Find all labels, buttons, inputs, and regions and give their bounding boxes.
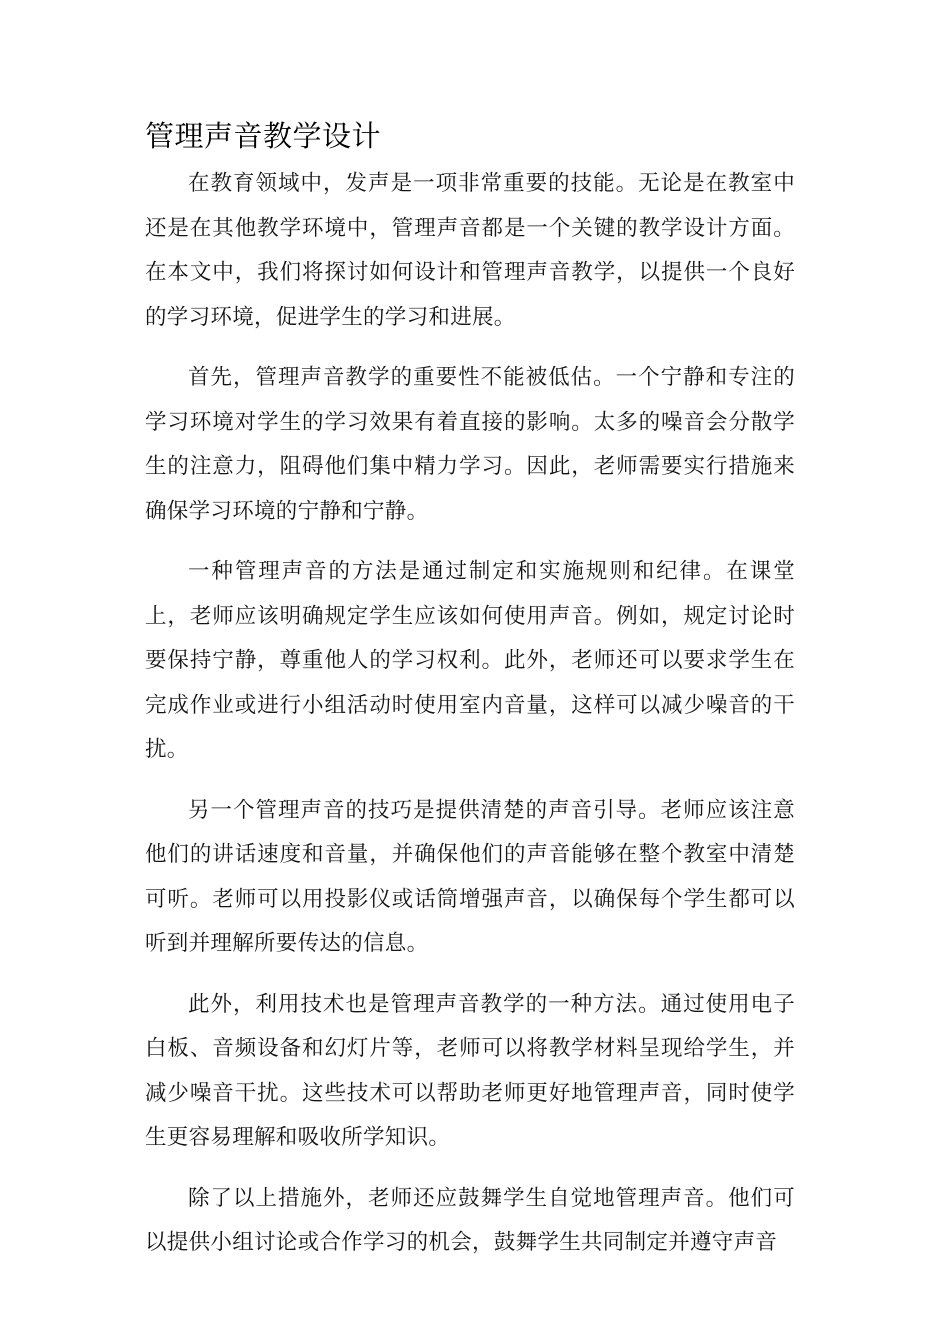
document-body [145, 162, 795, 1282]
paragraph-1: 在教育领域中，发声是一项非常重要的技能。无论是在教室中还是在其他教学环境中，管理声音都是一个关键的教学设计方面。在本文中，我们将探讨如何设计和管理声音教学，以提供一个良好的学习环境，促进学生的学习和进展。 [145, 171, 795, 330]
paragraph-4: 另一个管理声音的技巧是提供清楚的声音引导。老师应该注意他们的讲话速度和音量，并确保他们的声音能够在整个教室中清楚可听。老师可以用投影仪或话筒增强声音，以确保每个学生都可以听到并理解所要传达的信息。 [145, 797, 795, 956]
paragraph-2: 首先，管理声音教学的重要性不能被低估。一个宁静和专注的学习环境对学生的学习效果有着直接的影响。太多的噪音会分散学生的注意力，阻碍他们集中精力学习。因此，老师需要实行措施来确保学习环境的宁静和宁静。 [145, 365, 795, 524]
document-title: 管理声音教学设计 [145, 119, 382, 153]
paragraph-6: 除了以上措施外，老师还应鼓舞学生自觉地管理声音。他们可以提供小组讨论或合作学习的机会，鼓舞学生共同制定并遵守声音 [145, 1185, 795, 1255]
paragraph-5: 此外，利用技术也是管理声音教学的一种方法。通过使用电子白板、音频设备和幻灯片等，老师可以将教学材料呈现给学生，并减少噪音干扰。这些技术可以帮助老师更好地管理声音，同时使学生更容易理解和吸收所学知识。 [145, 991, 795, 1150]
paragraph-3: 一种管理声音的方法是通过制定和实施规则和纪律。在课堂上，老师应该明确规定学生应该如何使用声音。例如，规定讨论时要保持宁静，尊重他人的学习权利。此外，老师还可以要求学生在完成作业或进行小组活动时使用室内音量，这样可以减少噪音的干扰。 [145, 559, 795, 762]
